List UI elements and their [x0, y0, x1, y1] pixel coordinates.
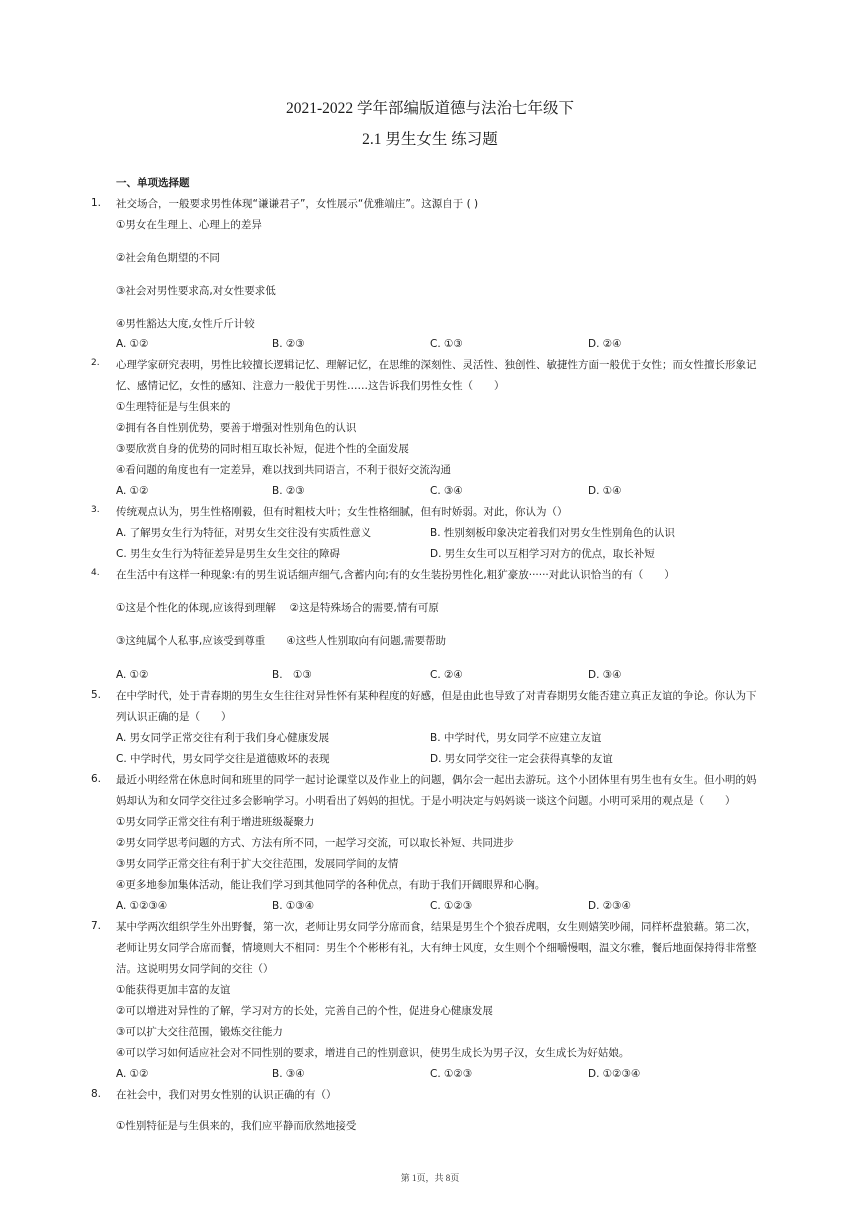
statement-item: ④更多地参加集体活动，能让我们学习到其他同学的各种优点，有助于我们开阔眼界和心胸。 — [116, 879, 546, 891]
question-number: 5. — [91, 689, 102, 701]
answer-option-d: D. ①④ — [588, 485, 622, 497]
question-number: 3. — [91, 505, 100, 515]
statement-item: ④男性豁达大度,女性斤斤计较 — [116, 318, 255, 330]
answer-option-a: A. ①②③④ — [116, 900, 168, 912]
statement-item: ④看问题的角度也有一定差异，难以找到共同语言，不利于很好交流沟通 — [116, 464, 451, 476]
question-number: 4. — [91, 568, 100, 578]
statement-item: ①生理特征是与生俱来的 — [116, 401, 231, 413]
answer-option-a: A. ①② — [116, 485, 149, 497]
question-stem: 某中学两次组织学生外出野餐，第一次，老师让男女同学分席而食，结果是男生个个狼吞虎咽，女生则嬉笑吵闹，同样杯盘狼藉。第二次， — [116, 921, 757, 933]
footer-prefix: 第 — [400, 1173, 412, 1183]
answer-option-b: B. ③④ — [272, 1068, 305, 1080]
answer-option-b: B. ②③ — [272, 485, 305, 497]
statement-item: ③要欣赏自身的优势的同时相互取长补短，促进个性的全面发展 — [116, 443, 409, 455]
statement-item: ②男女同学思考问题的方式、方法有所不同，一起学习交流，可以取长补短、共同进步 — [116, 837, 514, 849]
footer-middle: 页，共 — [416, 1173, 446, 1183]
answer-option-d: D. ②④ — [588, 338, 622, 350]
statement-item: ②可以增进对异性的了解，学习对方的长处，完善自己的个性，促进身心健康发展 — [116, 1005, 493, 1017]
question-stem: 妈却认为和女同学交往过多会影响学习。小明看出了妈妈的担忧。于是小明决定与妈妈谈一谈这个问题。小明可采用的观点是（ ） — [116, 795, 736, 807]
statement-item: ①这是个性化的体现,应该得到理解 ②这是特殊场合的需要,情有可原 — [116, 602, 439, 614]
question-number: 2. — [91, 358, 100, 368]
question-stem: 列认识正确的是（ ） — [116, 711, 232, 723]
answer-option-a: A. ①② — [116, 669, 149, 681]
statement-item: ③可以扩大交往范围，锻炼交往能力 — [116, 1026, 283, 1038]
answer-option-b: B. 性别刻板印象决定着我们对男女生性别角色的认识 — [430, 527, 675, 539]
footer-page-number: 1 — [411, 1173, 417, 1183]
statement-item: ①男女在生理上、心理上的差异 — [116, 219, 262, 231]
answer-option-d: D. ③④ — [588, 669, 622, 681]
answer-option-a: A. ①② — [116, 338, 149, 350]
question-stem: 老师让男女同学合席而餐，情境则大不相同：男生个个彬彬有礼，大有绅士风度，女生则个个细嚼慢咽，温文尔雅，餐后地面保持得非常整 — [116, 942, 757, 954]
question-number: 8. — [91, 1088, 102, 1100]
answer-option-d: D. 男生女生可以互相学习对方的优点，取长补短 — [430, 548, 655, 560]
answer-option-a: A. 男女同学正常交往有利于我们身心健康发展 — [116, 732, 330, 744]
page-footer — [0, 1171, 860, 1184]
answer-option-b: B. 中学时代，男女同学不应建立友谊 — [430, 732, 602, 744]
answer-option-b: B. ①③④ — [272, 900, 315, 912]
question-stem: 在社会中，我们对男女性别的认识正确的有（） — [116, 1089, 337, 1101]
question-number: 7. — [91, 920, 102, 932]
answer-option-d: D. 男女同学交往一定会获得真挚的友谊 — [430, 753, 613, 765]
answer-option-a: A. ①② — [116, 1068, 149, 1080]
answer-option-c: C. ③④ — [430, 485, 463, 497]
question-stem: 在中学时代，处于青春期的男生女生往往对异性怀有某种程度的好感，但是由此也导致了对青春期男女能否建立真正友谊的争论。你认为下 — [116, 690, 757, 702]
question-stem: 忆、感情记忆，女性的感知、注意力一般优于男性……这告诉我们男性女性（ ） — [116, 380, 505, 392]
statement-item: ①性别特征是与生俱来的，我们应平静而欣然地接受 — [116, 1120, 357, 1132]
statement-item: ①能获得更加丰富的友谊 — [116, 984, 231, 996]
question-number: 1. — [91, 197, 102, 209]
statement-item: ①男女同学正常交往有利于增进班级凝聚力 — [116, 816, 315, 828]
question-stem: 在生活中有这样一种现象:有的男生说话细声细气,含蓄内向;有的女生装扮男性化,粗犷豪放······对此认识恰当的有（ ） — [116, 569, 675, 581]
question-stem: 社交场合，一般要求男性体现“谦谦君子”，女性展示“优雅端庄”。这源自于 ( ) — [116, 198, 479, 210]
statement-item: ③这纯属个人私事,应该受到尊重 ④这些人性别取向有问题,需要帮助 — [116, 635, 447, 647]
statement-item: ④可以学习如何适应社会对不同性别的要求，增进自己的性别意识，使男生成长为男子汉，女生成长为好姑娘。 — [116, 1047, 630, 1059]
statement-item: ②社会角色期望的不同 — [116, 252, 220, 264]
question-number: 6. — [91, 773, 102, 785]
statement-item: ②拥有各自性别优势，要善于增强对性别角色的认识 — [116, 422, 357, 434]
answer-option-b: B. ②③ — [272, 338, 305, 350]
question-stem: 洁。这说明男女同学间的交往（） — [116, 963, 274, 975]
footer-suffix: 页 — [450, 1173, 460, 1183]
answer-option-c: C. 中学时代，男女同学交往是道德败坏的表现 — [116, 753, 330, 765]
answer-option-c: C. ①②③ — [430, 900, 473, 912]
answer-option-c: C. ①②③ — [430, 1068, 473, 1080]
question-stem: 最近小明经常在休息时间和班里的同学一起讨论课堂以及作业上的问题，偶尔会一起出去游玩。这个小团体里有男生也有女生。但小明的妈 — [116, 774, 757, 786]
statement-item: ③男女同学正常交往有利于扩大交往范围，发展同学间的友情 — [116, 858, 399, 870]
answer-option-d: D. ②③④ — [588, 900, 631, 912]
answer-option-d: D. ①②③④ — [588, 1068, 641, 1080]
answer-option-a: A. 了解男女生行为特征，对男女生交往没有实质性意义 — [116, 527, 372, 539]
answer-option-c: C. ①③ — [430, 338, 463, 350]
question-stem: 传统观点认为，男生性格刚毅，但有时粗枝大叶；女生性格细腻，但有时娇弱。对此，你认为（） — [116, 506, 568, 518]
section-heading: 一、单项选择题 — [116, 177, 190, 189]
answer-option-c: C. 男生女生行为特征差异是男生女生交往的障碍 — [116, 548, 341, 560]
footer-total-pages: 8 — [445, 1173, 451, 1183]
document-title: 2021-2022 学年部编版道德与法治七年级下 — [285, 100, 575, 117]
answer-option-c: C. ②④ — [430, 669, 463, 681]
question-stem: 心理学家研究表明，男性比较擅长逻辑记忆、理解记忆，在思维的深刻性、灵活性、独创性、敏捷性方面一般优于女性；而女性擅长形象记 — [116, 359, 757, 371]
document-subtitle: 2.1 男生女生 练习题 — [362, 131, 498, 148]
answer-option-b: B. ①③ — [272, 669, 312, 681]
statement-item: ③社会对男性要求高,对女性要求低 — [116, 285, 276, 297]
